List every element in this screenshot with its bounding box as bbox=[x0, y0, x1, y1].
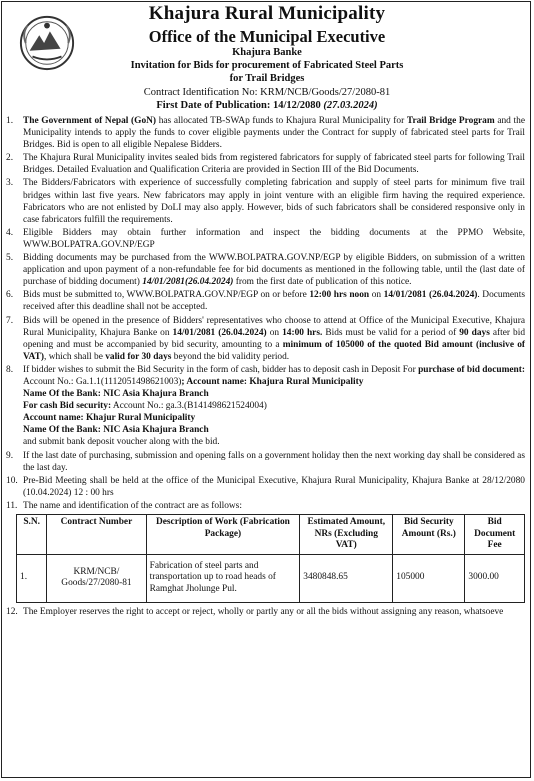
list-item: 12. The Employer reserves the right to accept or reject, wholly or partly any or all the bids without assigning any reason, whatsoeve bbox=[6, 606, 504, 617]
cell-document-fee: 3000.00 bbox=[465, 554, 525, 602]
notice-items bbox=[6, 115, 525, 619]
invitation-line-2: for Trail Bridges bbox=[229, 73, 305, 84]
invitation-line-1: Invitation for Bids for procurement of Fabricated Steel Parts bbox=[130, 60, 404, 71]
publication-date: First Date of Publication: 14/12/2080 (27.03.2024) bbox=[156, 100, 378, 111]
col-estimated-amount: Estimated Amount, NRs (Excluding VAT) bbox=[300, 515, 393, 555]
cell-description: Fabrication of steel parts and transportation up to road heads of Ramghat Jholunge Pul. bbox=[146, 554, 300, 602]
contract-table bbox=[16, 514, 525, 603]
list-item: 8. If bidder wishes to submit the Bid Security in the form of cash, bidder has to deposit cash in Deposit For purchase of bid document: Account No.: Ga.1.1(1112051498621003); Account name: Khajura Rural Municipality Name Of the Bank: NIC Asia Khajura Branch For cash Bid security: Account No.: ga.3.(B141498621524004) Account name: Khajur Rural Municipality Name Of the Bank: NIC Asia Khajura Branch and submit bank deposit voucher along with the bid. bbox=[6, 364, 525, 448]
office-title: Office of the Municipal Executive bbox=[148, 27, 386, 46]
col-sn: S.N. bbox=[17, 515, 47, 555]
list-item: 3. The Bidders/Fabricators with experience of successfully completing fabrication and supply of steel parts for minimum five trail bridges within last five years. New fabricators may apply in joint venture with an eligible firm having the required experience. Fabricators who are not enlisted by DoLI may also apply. However, bids of such fabricators shall be considered responsive only in case fabricators fulfill the requirements. bbox=[6, 178, 525, 225]
cash-bid-security: For cash Bid security: Account No.: ga.3.(B141498621524004) bbox=[23, 401, 267, 412]
col-document-fee: Bid Document Fee bbox=[465, 515, 525, 555]
list-item: 9. If the last date of purchasing, submission and opening falls on a government holiday then the next working day shall be considered as the last day. bbox=[6, 450, 525, 473]
list-item: 1. The Government of Nepal (GoN) has allocated TB-SWAp funds to Khajura Rural Municipality for Trail Bridge Program and the Municipality intends to apply the funds to cover eligible payments under the Contract for supply of fabricated steel parts for Trail Bridges. Bid is open to all eligible Nepalese Bidders. bbox=[6, 116, 525, 151]
cell-estimated-amount: 3480848.65 bbox=[300, 554, 393, 602]
list-item: 5. Bidding documents may be purchased from the WWW.BOLPATRA.GOV.NP/EGP by eligible Bidders, on submission of a written application and upon payment of a non-refundable fee for bid documents as mentioned in the following table, until the (last date of purchase of bidding document) 14/01/2081(26.04.2024) from the first date of publication of this notice. bbox=[6, 253, 525, 288]
col-bid-security: Bid Security Amount (Rs.) bbox=[393, 515, 465, 555]
account-name: Account name: Khajur Rural Municipality bbox=[23, 413, 196, 424]
list-item: 6. Bids must be submitted to, WWW.BOLPATRA.GOV.NP/EGP on or before 12:00 hrs noon on 14/01/2081 (26.04.2024). Documents received after this deadline shall not be accepted. bbox=[6, 290, 526, 313]
location: Khajura Banke bbox=[232, 47, 302, 58]
bank-name-1: Name Of the Bank: NIC Asia Khajura Branch bbox=[23, 389, 209, 400]
list-item: 4. Eligible Bidders may obtain further information and inspect the bidding documents at the PPMO Website, WWW.BOLPATRA.GOV.NP/EGP bbox=[6, 227, 525, 250]
list-item: 11. The name and identification of the contract are as follows: bbox=[6, 500, 242, 511]
cell-bid-security: 105000 bbox=[393, 554, 465, 602]
cell-contract-number: KRM/NCB/ Goods/27/2080-81 bbox=[47, 554, 146, 602]
bank-name-2: Name Of the Bank: NIC Asia Khajura Branch bbox=[23, 425, 209, 436]
col-contract-number: Contract Number bbox=[47, 515, 146, 555]
list-item: 10. Pre-Bid Meeting shall be held at the office of the Municipal Executive, Khajura Rural Municipality, Khajura Banke at 28/12/2080 (10.04.2024) 12 : 00 hrs bbox=[6, 475, 525, 498]
list-item: 7. Bids will be opened in the presence of Bidders' representatives who choose to attend at Office of the Municipal Executive, Khajura Rural Municipality, Khajura Banke on 14/01/2081 (26.04.2024) on 14:00 hrs. Bids must be valid for a period of 90 days after bid opening and must be accompanied by bid security, amounting to a minimum of 105000 of the quoted Bid amount (inclusive of VAT), which shall be valid for 30 days beyond the bid validity period. bbox=[6, 315, 526, 362]
municipality-title: Khajura Rural Municipality bbox=[148, 3, 386, 24]
cell-sn: 1. bbox=[17, 554, 47, 602]
table-row bbox=[17, 554, 525, 602]
contract-identification: Contract Identification No: KRM/NCB/Goods/27/2080-81 bbox=[143, 87, 391, 98]
deposit-note: and submit bank deposit voucher along with the bid. bbox=[23, 437, 220, 448]
notice-header bbox=[0, 0, 534, 116]
col-description: Description of Work (Fabrication Package) bbox=[146, 515, 300, 555]
list-item: 2. The Khajura Rural Municipality invites sealed bids from registered fabricators for supply of fabricated steel parts for following Trail Bridges. Detailed Evaluation and Qualification Criteria are provided in Section III of the Bid Documents. bbox=[6, 153, 525, 176]
table-header-row bbox=[17, 515, 525, 555]
